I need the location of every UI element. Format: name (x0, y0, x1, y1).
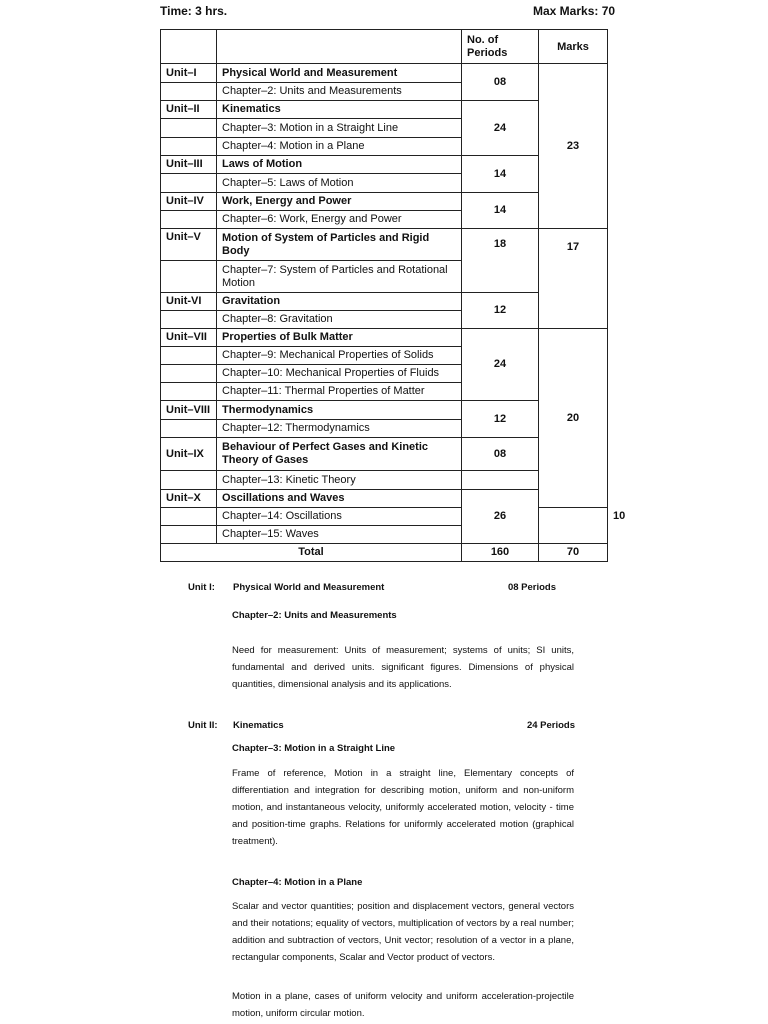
unit-label-empty (161, 211, 217, 229)
table-row (161, 526, 608, 544)
table-row (161, 508, 608, 526)
table-row (161, 64, 608, 83)
table-row (161, 329, 608, 347)
unit-title: Gravitation (217, 293, 462, 311)
periods-cell: 24 (462, 329, 539, 401)
periods-cell: 12 (462, 401, 539, 438)
unit-2-title: Kinematics (233, 720, 284, 731)
chapter-4-heading: Chapter–4: Motion in a Plane (232, 877, 363, 888)
chapter-name: Chapter–13: Kinetic Theory (217, 471, 462, 490)
chapter-name: Chapter–6: Work, Energy and Power (217, 211, 462, 229)
unit-label-empty (161, 365, 217, 383)
unit-label-empty (161, 174, 217, 193)
chapter-2-paragraph: Need for measurement: Units of measurement; systems of units; SI units, fundamental and derived units. significant figures. Dimensions of physical quantities, dimensional analysis and its applications. (232, 645, 574, 690)
periods-cell: 14 (462, 156, 539, 193)
unit-label: Unit–VII (161, 329, 217, 347)
unit-label: Unit–V (161, 229, 217, 261)
total-label: Total (161, 544, 462, 562)
unit-title: Motion of System of Particles and Rigid Body (217, 229, 462, 261)
chapter-name: Chapter–11: Thermal Properties of Matter (217, 383, 462, 401)
syllabus-table (160, 29, 626, 562)
header-blank-cell (217, 30, 462, 64)
marks-column-header: Marks (539, 30, 608, 64)
chapter-2-heading: Chapter–2: Units and Measurements (232, 610, 397, 621)
unit-title: Oscillations and Waves (217, 490, 462, 508)
chapter-name: Chapter–3: Motion in a Straight Line (217, 119, 462, 138)
time-label: Time: 3 hrs. (160, 4, 228, 18)
unit-label: Unit–IX (161, 438, 217, 471)
unit-label: Unit–VIII (161, 401, 217, 420)
unit-label-empty (161, 526, 217, 544)
chapter-name: Chapter–12: Thermodynamics (217, 420, 462, 438)
chapter-4-paragraph-1: Scalar and vector quantities; position and displacement vectors, general vectors and their notations; equality of vectors, multiplication of vectors by a real number; addition and subtraction of vectors, Unit vector; resolution of a vector in a plane, rectangular components, Scalar and Vector product of vectors. (232, 901, 574, 963)
marks-cell: 23 (539, 64, 608, 229)
max-marks-label: Max Marks: 70 (533, 4, 616, 18)
unit-title: Thermodynamics (217, 401, 462, 420)
periods-cell: 14 (462, 193, 539, 229)
unit-label-empty (161, 383, 217, 401)
unit-label-empty (161, 119, 217, 138)
periods-cell: 08 (462, 438, 539, 471)
periods-cell: 24 (462, 101, 539, 156)
unit-label-empty (161, 347, 217, 365)
chapter-name: Chapter–15: Waves (217, 526, 462, 544)
table-row (161, 229, 608, 261)
chapter-name: Chapter–14: Oscillations (217, 508, 462, 526)
periods-cell: 12 (462, 293, 539, 329)
unit-title: Laws of Motion (217, 156, 462, 174)
periods-column-header: No. of Periods (462, 30, 539, 64)
chapter-name: Chapter–7: System of Particles and Rotational Motion (217, 261, 462, 293)
chapter-name: Chapter–8: Gravitation (217, 311, 462, 329)
unit-title: Properties of Bulk Matter (217, 329, 462, 347)
unit-2-label: Unit II: (188, 720, 218, 731)
chapter-3-heading: Chapter–3: Motion in a Straight Line (232, 743, 396, 754)
unit-title: Physical World and Measurement (217, 64, 462, 83)
total-periods: 160 (462, 544, 539, 562)
total-row (161, 544, 608, 562)
unit-2-periods: 24 Periods (526, 720, 575, 731)
header-blank-cell (161, 30, 217, 64)
unit-label-empty (161, 261, 217, 293)
unit-label-empty (161, 311, 217, 329)
total-marks: 70 (539, 544, 608, 562)
unit-label-empty (161, 471, 217, 490)
unit-title: Behaviour of Perfect Gases and Kinetic Theory of Gases (217, 438, 462, 471)
unit-label: Unit-VI (161, 293, 217, 311)
chapter-4-paragraph-2: Motion in a plane, cases of uniform velocity and uniform acceleration-projectile motion, uniform circular motion. (232, 991, 574, 1019)
marks-cell: 17 (539, 229, 608, 329)
periods-cell: 18 (462, 229, 539, 293)
unit-label: Unit–I (161, 64, 217, 83)
chapter-3-paragraph: Frame of reference, Motion in a straight line, Elementary concepts of differentiation and integration for describing motion, uniform and non-uniform motion, and instantaneous velocity, uniformly accelerated motion, velocity - time and position-time graphs. Relations for uniformly accelerated motion (graphical treatment). (232, 768, 574, 847)
table-row: Unit–X Oscillations and Waves 26 10 (161, 490, 608, 508)
table-header-row (161, 30, 608, 64)
unit-1-title: Physical World and Measurement (233, 582, 385, 593)
periods-cell: 26 (462, 490, 539, 544)
periods-cell: 08 (462, 64, 539, 101)
unit-label: Unit–IV (161, 193, 217, 211)
unit-label: Unit–III (161, 156, 217, 174)
unit-title: Kinematics (217, 101, 462, 119)
chapter-name: Chapter–2: Units and Measurements (217, 83, 462, 101)
unit-label: Unit–X (161, 490, 217, 508)
unit-title: Work, Energy and Power (217, 193, 462, 211)
unit-label-empty (161, 420, 217, 438)
chapter-name: Chapter–5: Laws of Motion (217, 174, 462, 193)
chapter-name: Chapter–9: Mechanical Properties of Solids (217, 347, 462, 365)
unit-label: Unit–II (161, 101, 217, 119)
chapter-name: Chapter–10: Mechanical Properties of Fluids (217, 365, 462, 383)
periods-empty (462, 471, 539, 490)
unit-1-periods: 08 Periods (507, 582, 556, 593)
unit-label-empty (161, 508, 217, 526)
unit-1-label: Unit I: (188, 582, 215, 593)
unit-label-empty (161, 138, 217, 156)
chapter-name: Chapter–4: Motion in a Plane (217, 138, 462, 156)
unit-label-empty (161, 83, 217, 101)
marks-cell: 20 (539, 329, 608, 508)
